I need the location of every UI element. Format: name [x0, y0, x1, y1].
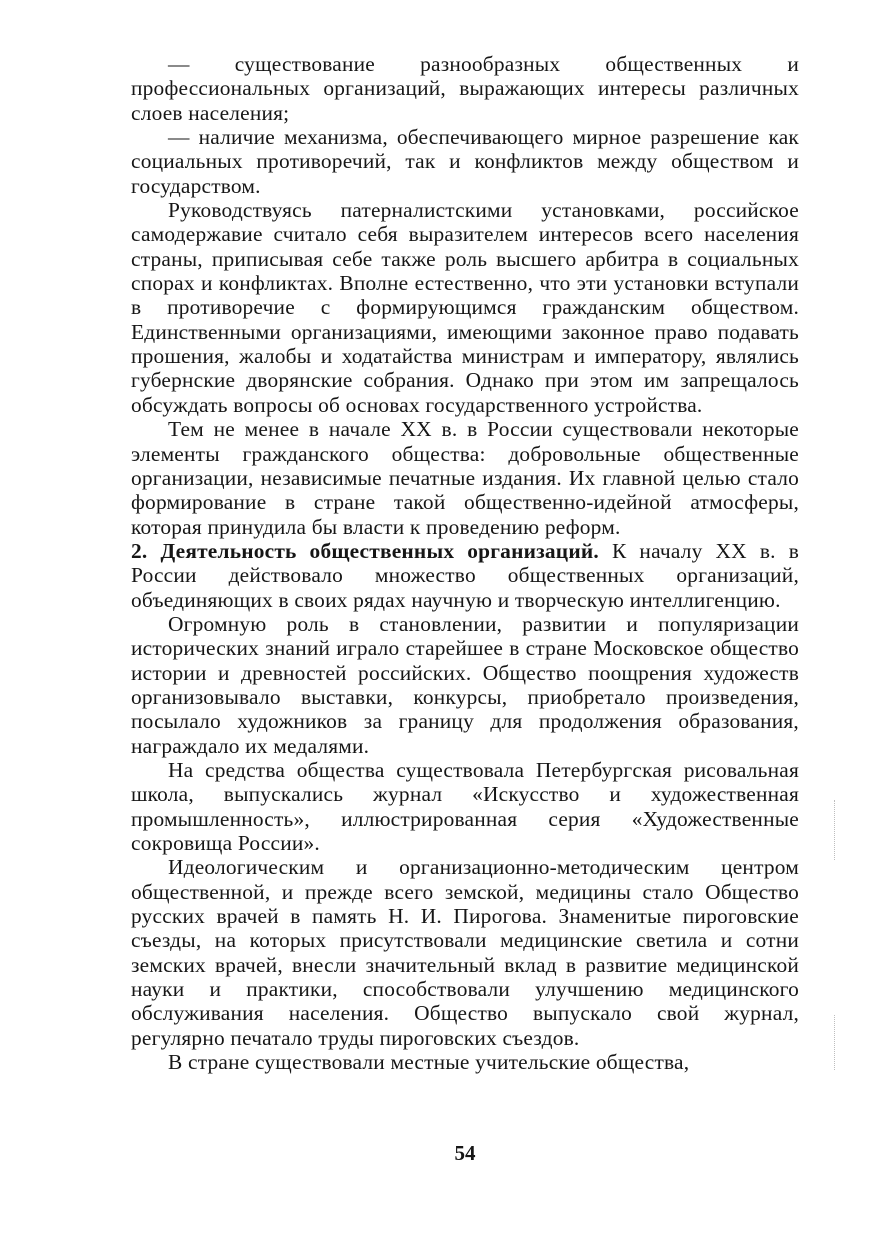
paragraph-pirogov-society: Идеологическим и организационно-методическим центром общественной, и прежде всего земской, медицины стало Общество русских врачей в память Н. И. Пирогова. Знаменитые пироговские съезды, на которых присутствовали медицинские светила и сотни земских врачей, внесли значительный вклад в развитие медицинской науки и практики, способствовали улучшению медицинского обслуживания населения. Общество выпускало свой журнал, регулярно печатало труды пироговских съездов. — [131, 855, 799, 1050]
paragraph-autocracy: Руководствуясь патерналистскими установками, российское самодержавие считало себя выразителем интересов всего населения страны, приписывая себе также роль высшего арбитра в социальных спорах и конфликтах. Вполне естественно, что эти установки вступали в противоречие с формирующимся гражданским обществом. Единственными организациями, имеющими законное право подавать прошения, жалобы и ходатайства министрам и императору, являлись губернские дворянские собрания. Однако при этом им запрещалось обсуждать вопросы об основах государственного устройства. — [131, 198, 799, 417]
paragraph-list-item-1: — существование разнообразных общественных и профессиональных организаций, выражающих интересы различных слоев населения; — [131, 52, 799, 125]
paragraph-drawing-school: На средства общества существовала Петербургская рисовальная школа, выпускались журнал «Искусство и художественная промышленность», иллюстрированная серия «Художественные сокровища России». — [131, 757, 799, 855]
page-number: 54 — [454, 1141, 476, 1165]
paragraph-list-item-2: — наличие механизма, обеспечивающего мирное разрешение как социальных противоречий, так и конфликтов между обществом и государством. — [131, 125, 799, 198]
paragraph-history-society: Огромную роль в становлении, развитии и популяризации исторических знаний играло старейшее в стране Московское общество истории и древностей российских. Общество поощрения художеств организовывало выставки, конкурсы, приобретало произведения, посылало художников за границу для продолжения образования, награждало их медалями. — [131, 611, 799, 758]
paragraph-teacher-societies: В стране существовали местные учительские общества, — [168, 1050, 690, 1075]
section-paragraph — [131, 539, 799, 612]
section-lead-text: К началу XX в. в России действовало множество общественных организаций, объединяющих в своих рядах научную и творческую интеллигенцию. — [131, 538, 799, 612]
margin-scan-artifact — [834, 800, 837, 860]
page-text — [131, 52, 799, 1074]
section-heading: 2. Деятельность общественных организаций. — [131, 538, 599, 563]
margin-scan-artifact — [834, 1015, 837, 1070]
paragraph-civil-society: Тем не менее в начале XX в. в России существовали некоторые элементы гражданского общества: добровольные общественные организации, независимые печатные издания. Их главной целью стало формирование в стране такой общественно-идейной атмосферы, которая принудила бы власти к проведению реформ. — [131, 417, 799, 539]
